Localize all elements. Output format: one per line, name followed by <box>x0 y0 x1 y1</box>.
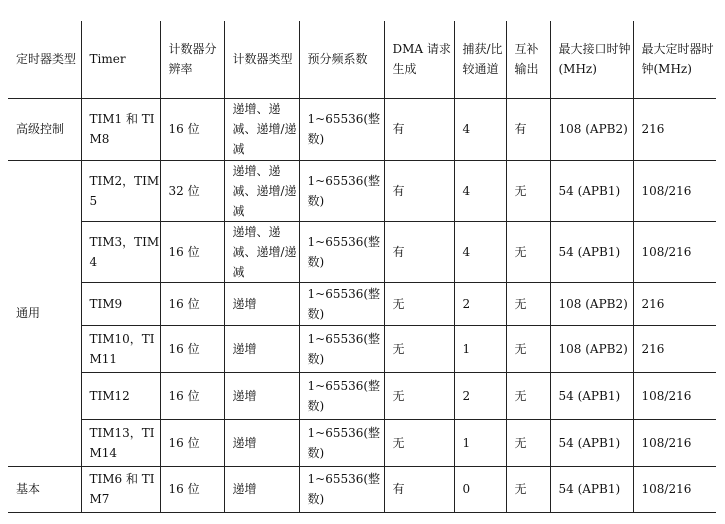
interface-clock-cell: 54 (APB1) <box>550 160 633 221</box>
timer-clock-cell: 108/216 <box>633 160 716 221</box>
table-row <box>8 325 716 372</box>
channels-cell: 4 <box>454 160 506 221</box>
timer-cell: TIM6 和 TIM7 <box>81 466 160 512</box>
complementary-cell: 无 <box>506 419 550 466</box>
dma-cell: 有 <box>384 160 454 221</box>
timer-clock-cell: 108/216 <box>633 372 716 419</box>
channels-cell: 1 <box>454 325 506 372</box>
timer-clock-cell: 108/216 <box>633 419 716 466</box>
header-cell-dma: DMA 请求生成 <box>384 21 454 98</box>
interface-clock-cell: 108 (APB2) <box>550 325 633 372</box>
complementary-cell: 无 <box>506 466 550 512</box>
table-row <box>8 466 716 512</box>
prescaler-cell: 1~65536(整数) <box>299 160 384 221</box>
group-cell-general: 通用 <box>8 160 81 466</box>
header-row <box>8 21 716 98</box>
counter-type-cell: 递增、递减、递增/递减 <box>224 221 299 282</box>
header-cell-resolution: 计数器分辨率 <box>160 21 224 98</box>
complementary-cell: 无 <box>506 160 550 221</box>
timer-cell: TIM1 和 TIM8 <box>81 98 160 160</box>
complementary-cell: 无 <box>506 372 550 419</box>
timer-cell: TIM13，TIM14 <box>81 419 160 466</box>
prescaler-cell: 1~65536(整数) <box>299 419 384 466</box>
dma-cell: 有 <box>384 466 454 512</box>
header-cell-prescaler: 预分频系数 <box>299 21 384 98</box>
header-cell-interface-clock: 最大接口时钟(MHz) <box>550 21 633 98</box>
dma-cell: 无 <box>384 325 454 372</box>
interface-clock-cell: 54 (APB1) <box>550 221 633 282</box>
channels-cell: 1 <box>454 419 506 466</box>
channels-cell: 2 <box>454 282 506 325</box>
prescaler-cell: 1~65536(整数) <box>299 282 384 325</box>
resolution-cell: 16 位 <box>160 325 224 372</box>
interface-clock-cell: 54 (APB1) <box>550 419 633 466</box>
dma-cell: 有 <box>384 221 454 282</box>
dma-cell: 无 <box>384 419 454 466</box>
timer-clock-cell: 216 <box>633 282 716 325</box>
timer-clock-cell: 216 <box>633 325 716 372</box>
prescaler-cell: 1~65536(整数) <box>299 372 384 419</box>
timer-cell: TIM2，TIM5 <box>81 160 160 221</box>
counter-type-cell: 递增 <box>224 466 299 512</box>
prescaler-cell: 1~65536(整数) <box>299 466 384 512</box>
header-cell-complementary: 互补输出 <box>506 21 550 98</box>
resolution-cell: 16 位 <box>160 466 224 512</box>
dma-cell: 有 <box>384 98 454 160</box>
counter-type-cell: 递增 <box>224 325 299 372</box>
complementary-cell: 无 <box>506 221 550 282</box>
prescaler-cell: 1~65536(整数) <box>299 98 384 160</box>
interface-clock-cell: 54 (APB1) <box>550 372 633 419</box>
interface-clock-cell: 54 (APB1) <box>550 466 633 512</box>
resolution-cell: 32 位 <box>160 160 224 221</box>
group-cell-basic: 基本 <box>8 466 81 512</box>
dma-cell: 无 <box>384 372 454 419</box>
table-row <box>8 160 716 221</box>
header-cell-channels: 捕获/比较通道 <box>454 21 506 98</box>
complementary-cell: 有 <box>506 98 550 160</box>
complementary-cell: 无 <box>506 325 550 372</box>
prescaler-cell: 1~65536(整数) <box>299 221 384 282</box>
table-row <box>8 419 716 466</box>
header-cell-timer-clock: 最大定时器时钟(MHz) <box>633 21 716 98</box>
timer-cell: TIM10，TIM11 <box>81 325 160 372</box>
timer-cell: TIM12 <box>81 372 160 419</box>
table-row <box>8 98 716 160</box>
counter-type-cell: 递增 <box>224 372 299 419</box>
complementary-cell: 无 <box>506 282 550 325</box>
timer-comparison-table <box>8 21 716 513</box>
interface-clock-cell: 108 (APB2) <box>550 98 633 160</box>
dma-cell: 无 <box>384 282 454 325</box>
resolution-cell: 16 位 <box>160 98 224 160</box>
resolution-cell: 16 位 <box>160 419 224 466</box>
resolution-cell: 16 位 <box>160 372 224 419</box>
counter-type-cell: 递增 <box>224 419 299 466</box>
interface-clock-cell: 108 (APB2) <box>550 282 633 325</box>
table-row <box>8 372 716 419</box>
table-row <box>8 282 716 325</box>
group-cell-advanced: 高级控制 <box>8 98 81 160</box>
table-row <box>8 221 716 282</box>
timer-clock-cell: 108/216 <box>633 466 716 512</box>
channels-cell: 2 <box>454 372 506 419</box>
counter-type-cell: 递增、递减、递增/递减 <box>224 160 299 221</box>
timer-clock-cell: 216 <box>633 98 716 160</box>
counter-type-cell: 递增、递减、递增/递减 <box>224 98 299 160</box>
timer-cell: TIM3，TIM4 <box>81 221 160 282</box>
resolution-cell: 16 位 <box>160 282 224 325</box>
channels-cell: 4 <box>454 221 506 282</box>
resolution-cell: 16 位 <box>160 221 224 282</box>
prescaler-cell: 1~65536(整数) <box>299 325 384 372</box>
header-cell-timer-type: 定时器类型 <box>8 21 81 98</box>
timer-clock-cell: 108/216 <box>633 221 716 282</box>
timer-cell: TIM9 <box>81 282 160 325</box>
channels-cell: 0 <box>454 466 506 512</box>
channels-cell: 4 <box>454 98 506 160</box>
header-cell-counter-type: 计数器类型 <box>224 21 299 98</box>
header-cell-timer: Timer <box>81 21 160 98</box>
counter-type-cell: 递增 <box>224 282 299 325</box>
